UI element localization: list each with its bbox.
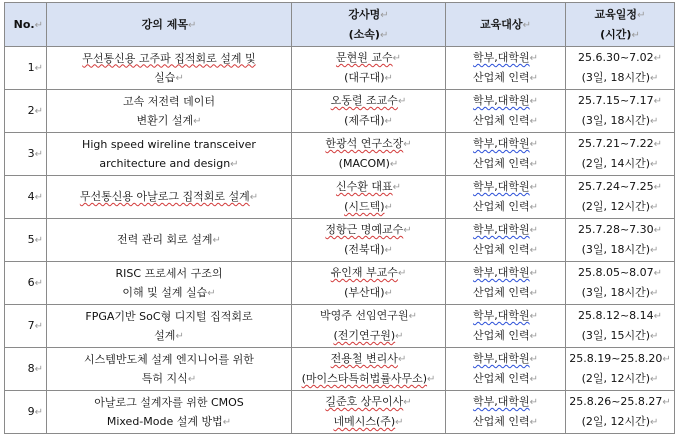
paragraph-mark: ↵ — [529, 311, 539, 322]
schedule-hours: (2일, 14시간) — [581, 157, 651, 170]
target-line: 산업체 인력 — [472, 71, 530, 84]
cell-instructor — [292, 219, 446, 262]
instructor-affiliation: (마이스타특허법률사무소) — [301, 372, 428, 385]
instructor-name: 신수환 대표 — [335, 180, 393, 193]
cell-no — [5, 219, 47, 262]
target-line: 학부,대학원 — [472, 309, 530, 322]
paragraph-mark: ↵ — [397, 268, 407, 279]
cell-target — [446, 348, 566, 391]
course-title-line: High speed wireline transceiver — [82, 137, 256, 151]
instructor-affiliation: (대구대) — [344, 71, 385, 84]
target-line: 산업체 인력 — [472, 200, 530, 213]
schedule-dates: 25.6.30~7.02 — [577, 51, 654, 64]
paragraph-mark: ↵ — [650, 159, 659, 170]
course-title-line: 아날로그 설계자를 위한 CMOS — [94, 395, 244, 409]
instructor-affiliation: (제주대) — [344, 114, 385, 127]
cell-title — [47, 305, 292, 348]
paragraph-mark: ↵ — [529, 354, 539, 365]
header-instructor-label: 강사명 — [348, 7, 381, 21]
cell-schedule — [566, 133, 675, 176]
course-schedule-table — [4, 2, 675, 434]
paragraph-mark: ↵ — [212, 235, 221, 246]
paragraph-mark: ↵ — [529, 73, 539, 84]
instructor-affiliation: (전북대) — [344, 243, 385, 256]
header-schedule-label: 교육일정 — [594, 7, 638, 21]
target-line: 산업체 인력 — [472, 329, 530, 342]
paragraph-mark: ↵ — [249, 192, 259, 203]
cell-no — [5, 47, 47, 90]
course-title-line: 변환기 설계 — [136, 113, 194, 127]
instructor-affiliation: (부산대) — [344, 286, 385, 299]
header-schedule-sub: (시간) — [600, 27, 632, 41]
cell-title — [47, 133, 292, 176]
cell-instructor — [292, 133, 446, 176]
paragraph-mark: ↵ — [397, 96, 407, 107]
header-instructor-sub: (소속) — [348, 27, 380, 41]
paragraph-mark: ↵ — [384, 116, 393, 127]
instructor-name: 한광석 연구소장 — [325, 137, 404, 150]
instructor-name: 길준호 상무이사 — [325, 395, 404, 408]
target-line: 학부,대학원 — [472, 352, 530, 365]
paragraph-mark: ↵ — [193, 115, 202, 127]
paragraph-mark: ↵ — [395, 417, 404, 428]
cell-instructor — [292, 391, 446, 434]
cell-instructor — [292, 348, 446, 391]
instructor-affiliation: (MACOM) — [338, 157, 390, 170]
schedule-hours: (2일, 12시간) — [581, 415, 651, 428]
cell-target — [446, 90, 566, 133]
paragraph-mark: ↵ — [34, 149, 43, 160]
header-title-label: 강의 제목 — [141, 17, 188, 31]
target-line: 학부,대학원 — [472, 223, 530, 236]
paragraph-mark: ↵ — [34, 63, 43, 74]
cell-no — [5, 262, 47, 305]
course-title-line: FPGA기반 SoC형 디지털 집적회로 — [85, 309, 253, 323]
cell-schedule — [566, 348, 675, 391]
instructor-name: 오동렬 조교수 — [330, 94, 398, 107]
paragraph-mark: ↵ — [653, 139, 663, 150]
cell-schedule — [566, 219, 675, 262]
target-line: 산업체 인력 — [472, 243, 530, 256]
paragraph-mark: ↵ — [529, 159, 539, 170]
cell-title — [47, 47, 292, 90]
paragraph-mark: ↵ — [529, 245, 539, 256]
paragraph-mark: ↵ — [522, 19, 531, 31]
paragraph-mark: ↵ — [653, 96, 663, 107]
table-row — [5, 391, 675, 434]
schedule-dates: 25.8.26~25.8.27 — [569, 395, 663, 408]
paragraph-mark: ↵ — [392, 182, 402, 193]
cell-title — [47, 176, 292, 219]
paragraph-mark: ↵ — [34, 192, 43, 203]
schedule-dates: 25.7.28~7.30 — [577, 223, 654, 236]
paragraph-mark: ↵ — [34, 321, 43, 332]
target-line: 산업체 인력 — [472, 415, 530, 428]
paragraph-mark: ↵ — [529, 374, 539, 385]
paragraph-mark: ↵ — [34, 235, 43, 246]
paragraph-mark: ↵ — [427, 374, 436, 385]
paragraph-mark: ↵ — [529, 331, 539, 342]
table-row — [5, 219, 675, 262]
table-header-row — [5, 3, 675, 47]
paragraph-mark: ↵ — [34, 407, 43, 418]
paragraph-mark: ↵ — [384, 245, 393, 256]
table-row — [5, 90, 675, 133]
paragraph-mark: ↵ — [650, 73, 659, 84]
paragraph-mark: ↵ — [653, 225, 663, 236]
paragraph-mark: ↵ — [529, 116, 539, 127]
course-title-line: 설계 — [154, 328, 176, 342]
paragraph-mark: ↵ — [653, 53, 663, 64]
instructor-name: 전용철 변리사 — [330, 352, 398, 365]
paragraph-mark: ↵ — [529, 96, 539, 107]
row-number: 3 — [27, 147, 35, 160]
paragraph-mark: ↵ — [650, 331, 659, 342]
paragraph-mark: ↵ — [650, 417, 659, 428]
header-no — [5, 3, 47, 47]
course-title-line: 특허 지식 — [141, 371, 188, 385]
cell-target — [446, 305, 566, 348]
target-line: 산업체 인력 — [472, 157, 530, 170]
cell-no — [5, 90, 47, 133]
paragraph-mark: ↵ — [529, 139, 539, 150]
course-title-line: 이해 및 설계 실습 — [122, 285, 208, 299]
paragraph-mark: ↵ — [384, 202, 393, 213]
header-title — [47, 3, 292, 47]
paragraph-mark: ↵ — [187, 373, 197, 385]
schedule-dates: 25.7.21~7.22 — [577, 137, 654, 150]
cell-title — [47, 219, 292, 262]
cell-instructor — [292, 47, 446, 90]
target-line: 산업체 인력 — [472, 114, 530, 127]
cell-no — [5, 176, 47, 219]
paragraph-mark: ↵ — [175, 72, 184, 84]
row-number: 4 — [27, 190, 35, 203]
paragraph-mark: ↵ — [650, 202, 659, 213]
paragraph-mark: ↵ — [175, 330, 184, 342]
paragraph-mark: ↵ — [529, 182, 539, 193]
course-title-line: 무선통신용 아날로그 집적회로 설계 — [79, 190, 250, 203]
course-title-line: architecture and design — [99, 156, 231, 170]
cell-schedule — [566, 391, 675, 434]
paragraph-mark: ↵ — [650, 374, 659, 385]
cell-target — [446, 219, 566, 262]
cell-title — [47, 90, 292, 133]
paragraph-mark: ↵ — [379, 29, 389, 41]
table-row — [5, 176, 675, 219]
paragraph-mark: ↵ — [403, 397, 412, 408]
target-line: 산업체 인력 — [472, 372, 530, 385]
cell-instructor — [292, 90, 446, 133]
paragraph-mark: ↵ — [653, 268, 663, 279]
cell-schedule — [566, 47, 675, 90]
paragraph-mark: ↵ — [395, 331, 404, 342]
paragraph-mark: ↵ — [187, 19, 197, 31]
paragraph-mark: ↵ — [529, 417, 539, 428]
cell-target — [446, 47, 566, 90]
paragraph-mark: ↵ — [631, 29, 640, 41]
paragraph-mark: ↵ — [529, 268, 539, 279]
row-number: 9 — [27, 405, 35, 418]
cell-target — [446, 262, 566, 305]
instructor-name: 유인재 부교수 — [330, 266, 398, 279]
cell-target — [446, 391, 566, 434]
table-row — [5, 262, 675, 305]
schedule-hours: (3일, 18시간) — [581, 71, 651, 84]
header-target — [446, 3, 566, 47]
paragraph-mark: ↵ — [529, 202, 539, 213]
paragraph-mark: ↵ — [662, 354, 671, 365]
instructor-affiliation: (시드텍) — [344, 200, 385, 213]
target-line: 산업체 인력 — [472, 286, 530, 299]
paragraph-mark: ↵ — [408, 311, 417, 322]
row-number: 6 — [27, 276, 35, 289]
paragraph-mark: ↵ — [207, 287, 216, 299]
cell-schedule — [566, 305, 675, 348]
target-line: 학부,대학원 — [472, 266, 530, 279]
row-number: 1 — [27, 61, 35, 74]
paragraph-mark: ↵ — [34, 364, 43, 375]
paragraph-mark: ↵ — [650, 245, 659, 256]
schedule-hours: (3일, 18시간) — [581, 114, 651, 127]
paragraph-mark: ↵ — [392, 53, 402, 64]
schedule-hours: (2일, 12시간) — [581, 200, 651, 213]
schedule-dates: 25.7.15~7.17 — [577, 94, 654, 107]
paragraph-mark: ↵ — [380, 9, 389, 21]
row-number: 5 — [27, 233, 35, 246]
paragraph-mark: ↵ — [529, 225, 539, 236]
header-target-label: 교육대상 — [480, 17, 523, 31]
row-number: 2 — [27, 104, 35, 117]
cell-instructor — [292, 176, 446, 219]
schedule-hours: (2일, 12시간) — [581, 372, 651, 385]
paragraph-mark: ↵ — [637, 9, 646, 21]
schedule-hours: (3일, 18시간) — [581, 286, 651, 299]
instructor-name: 정항근 명예교수 — [325, 223, 404, 236]
paragraph-mark: ↵ — [384, 73, 393, 84]
paragraph-mark: ↵ — [397, 354, 407, 365]
cell-schedule — [566, 262, 675, 305]
paragraph-mark: ↵ — [389, 159, 399, 170]
cell-schedule — [566, 90, 675, 133]
cell-title — [47, 391, 292, 434]
schedule-dates: 25.7.24~7.25 — [577, 180, 654, 193]
paragraph-mark: ↵ — [230, 158, 239, 170]
table-row — [5, 305, 675, 348]
paragraph-mark: ↵ — [34, 106, 43, 117]
table-row — [5, 133, 675, 176]
paragraph-mark: ↵ — [529, 53, 539, 64]
cell-no — [5, 133, 47, 176]
cell-target — [446, 176, 566, 219]
row-number: 7 — [27, 319, 35, 332]
paragraph-mark: ↵ — [34, 19, 43, 31]
target-line: 학부,대학원 — [472, 94, 530, 107]
course-title-line: Mixed-Mode 설계 방법 — [106, 414, 223, 428]
header-no-label: No. — [13, 17, 35, 31]
cell-title — [47, 348, 292, 391]
course-title-line: 고속 저전력 데이터 — [122, 94, 215, 108]
instructor-name: 문현원 교수 — [335, 51, 393, 64]
cell-title — [47, 262, 292, 305]
instructor-affiliation: (전기연구원) — [333, 329, 396, 342]
cell-no — [5, 348, 47, 391]
schedule-hours: (3일, 15시간) — [581, 329, 651, 342]
paragraph-mark: ↵ — [650, 116, 659, 127]
cell-target — [446, 133, 566, 176]
instructor-affiliation: 네메시스(주) — [333, 415, 396, 428]
course-title-line: RISC 프로세서 구조의 — [115, 266, 223, 280]
target-line: 학부,대학원 — [472, 180, 530, 193]
course-title-line: 무선통신용 고주파 집적회로 설계 및 — [82, 51, 256, 65]
paragraph-mark: ↵ — [653, 311, 663, 322]
paragraph-mark: ↵ — [222, 416, 232, 428]
course-title-line: 전력 관리 회로 설계 — [117, 233, 213, 246]
cell-instructor — [292, 262, 446, 305]
schedule-dates: 25.8.05~8.07 — [577, 266, 654, 279]
header-schedule — [566, 3, 675, 47]
table-row — [5, 348, 675, 391]
course-title-line: 실습 — [154, 70, 176, 84]
instructor-name: 박영주 선임연구원 — [320, 309, 409, 322]
target-line: 학부,대학원 — [472, 51, 530, 64]
header-instructor — [292, 3, 446, 47]
target-line: 학부,대학원 — [472, 395, 530, 408]
cell-schedule — [566, 176, 675, 219]
table-row — [5, 47, 675, 90]
paragraph-mark: ↵ — [34, 278, 43, 289]
paragraph-mark: ↵ — [403, 225, 412, 236]
schedule-dates: 25.8.12~8.14 — [577, 309, 654, 322]
cell-no — [5, 391, 47, 434]
course-title-line: 시스템반도체 설계 엔지니어를 위한 — [84, 352, 254, 366]
paragraph-mark: ↵ — [529, 397, 539, 408]
cell-instructor — [292, 305, 446, 348]
paragraph-mark: ↵ — [384, 288, 393, 299]
cell-no — [5, 305, 47, 348]
schedule-hours: (3일, 18시간) — [581, 243, 651, 256]
paragraph-mark: ↵ — [653, 182, 663, 193]
schedule-dates: 25.8.19~25.8.20 — [569, 352, 663, 365]
row-number: 8 — [27, 362, 35, 375]
paragraph-mark: ↵ — [403, 139, 412, 150]
paragraph-mark: ↵ — [650, 288, 659, 299]
paragraph-mark: ↵ — [662, 397, 671, 408]
target-line: 학부,대학원 — [472, 137, 530, 150]
paragraph-mark: ↵ — [529, 288, 539, 299]
